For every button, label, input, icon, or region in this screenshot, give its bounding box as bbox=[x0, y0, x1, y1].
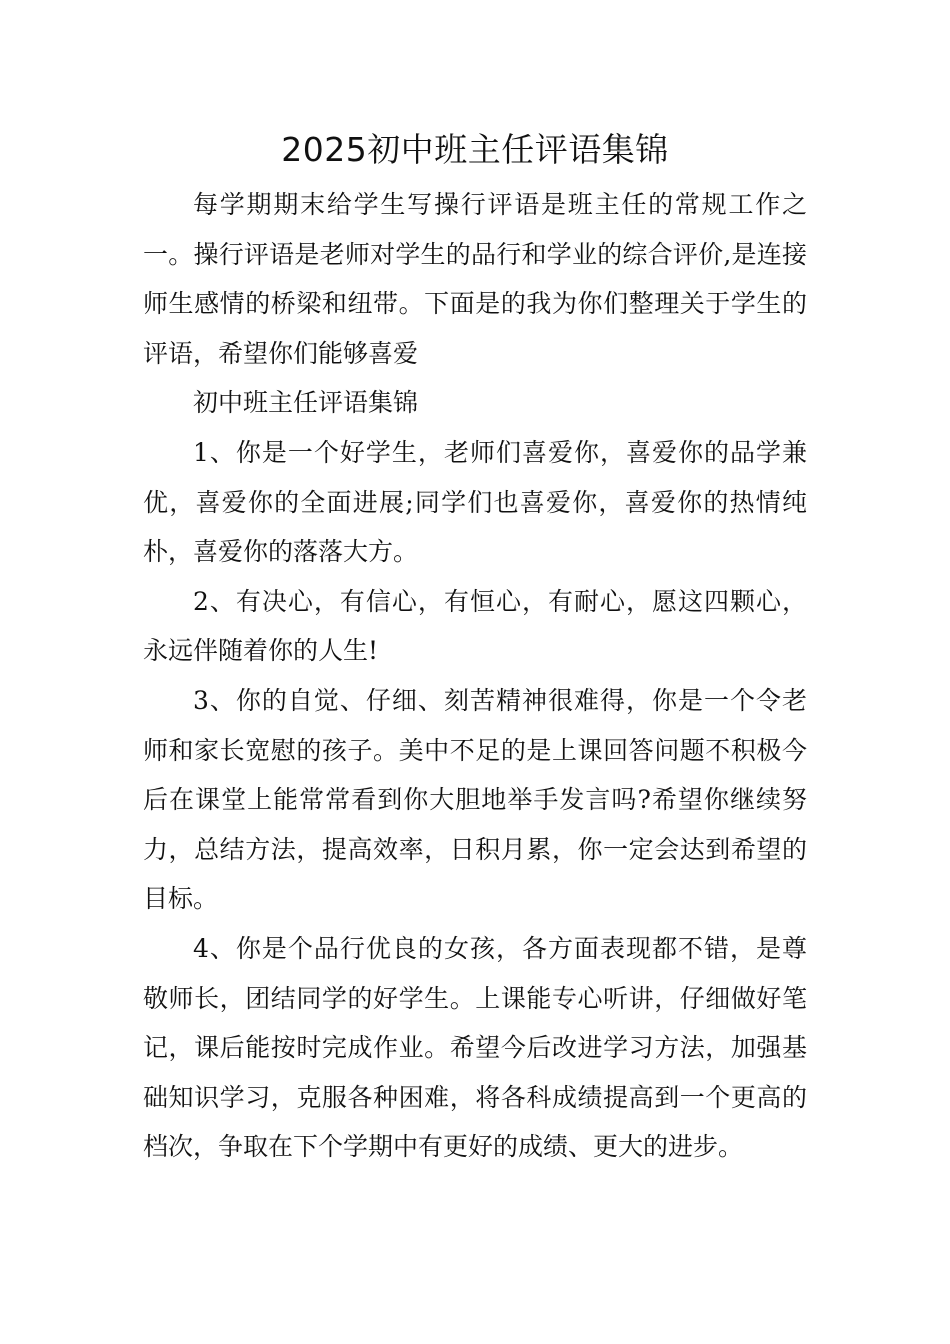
document-body bbox=[143, 180, 807, 1172]
intro-paragraph: 每学期期末给学生写操行评语是班主任的常规工作之一。操行评语是老师对学生的品行和学业的综合评价,是连接师生感情的桥梁和纽带。下面是的我为你们整理关于学生的评语，希望你们能够喜爱 bbox=[143, 190, 807, 368]
comment-item-4: 4、你是个品行优良的女孩，各方面表现都不错，是尊敬师长，团结同学的好学生。上课能专心听讲，仔细做好笔记，课后能按时完成作业。希望今后改进学习方法，加强基础知识学习，克服各种困难，将各科成绩提高到一个更高的档次，争取在下个学期中有更好的成绩、更大的进步。 bbox=[143, 933, 807, 1162]
document-title: 2025初中班主任评语集锦 bbox=[281, 130, 669, 169]
section-heading: 初中班主任评语集锦 bbox=[193, 388, 419, 418]
comment-item-3: 3、你的自觉、仔细、刻苦精神很难得，你是一个令老师和家长宽慰的孩子。美中不足的是上课回答问题不积极今后在课堂上能常常看到你大胆地举手发言吗?希望你继续努力，总结方法，提高效率，日积月累，你一定会达到希望的目标。 bbox=[143, 685, 807, 914]
comment-item-2: 2、有决心，有信心，有恒心，有耐心，愿这四颗心，永远伴随着你的人生! bbox=[143, 586, 807, 666]
comment-item-1: 1、你是一个好学生，老师们喜爱你，喜爱你的品学兼优，喜爱你的全面进展;同学们也喜爱你，喜爱你的热情纯朴，喜爱你的落落大方。 bbox=[143, 437, 807, 567]
